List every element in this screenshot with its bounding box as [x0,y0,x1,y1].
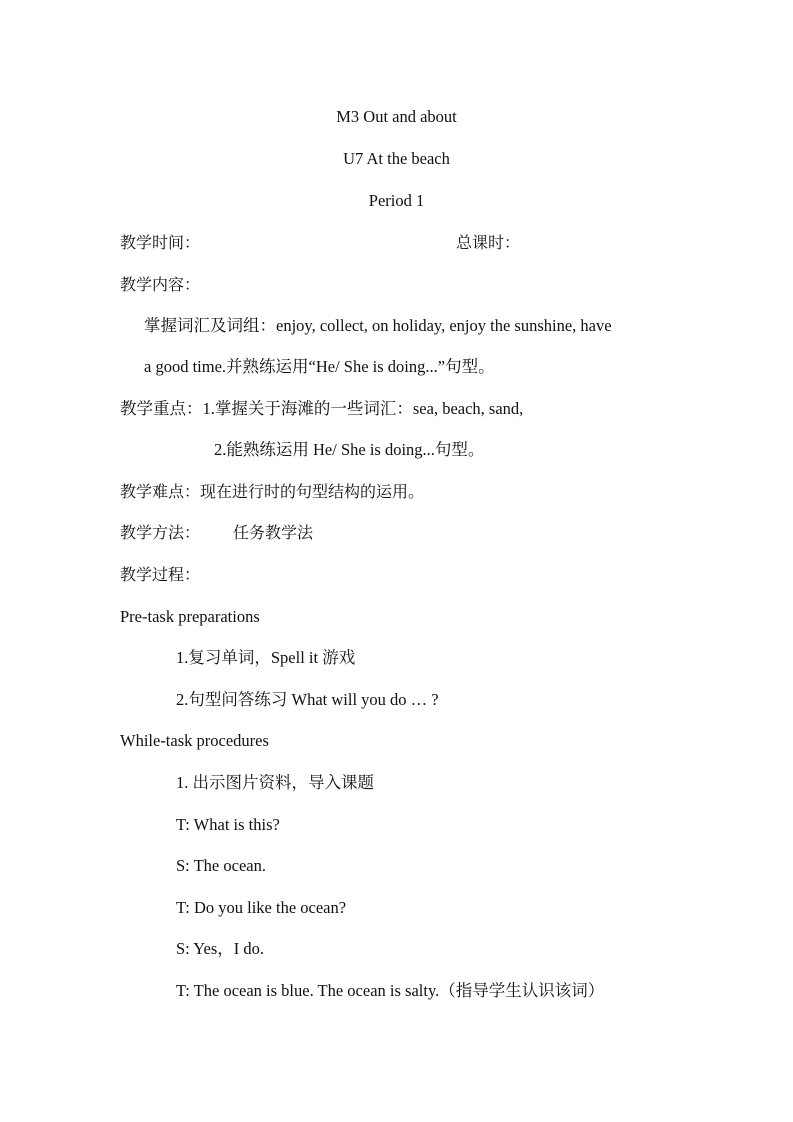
difficulty-line: 教学难点：现在进行时的句型结构的运用。 [120,482,425,501]
total-periods-label: 总课时： [456,233,521,252]
dialogue-line: S: Yes，I do. [176,939,265,958]
dialogue-line: T: Do you like the ocean? [176,898,347,917]
unit-title: U7 At the beach [343,149,450,168]
process-label: 教学过程： [120,565,201,584]
content-line-2: a good time.并熟练运用“He/ She is doing...”句型。 [144,357,495,376]
pre-task-item-1: 1.复习单词，Spell it 游戏 [176,648,356,667]
dialogue-line: T: What is this? [176,815,280,834]
while-task-heading: While-task procedures [120,731,269,750]
pre-task-heading: Pre-task preparations [120,607,260,626]
key-points-line-2: 2.能熟练运用 He/ She is doing...句型。 [214,440,485,459]
content-line-1: 掌握词汇及词组：enjoy, collect, on holiday, enjoy the sunshine, have [144,316,612,335]
module-title: M3 Out and about [336,107,457,126]
method-label: 教学方法： [120,523,201,542]
pre-task-item-2: 2.句型问答练习 What will you do … ? [176,690,439,709]
dialogue-line: S: The ocean. [176,856,266,875]
period-label: Period 1 [368,191,425,210]
method-value: 任务教学法 [233,523,314,542]
content-label: 教学内容： [120,275,201,294]
while-task-step-1: 1. 出示图片资料，导入课题 [176,773,374,792]
key-points-line-1: 教学重点：1.掌握关于海滩的一些词汇：sea, beach, sand, [120,399,524,418]
dialogue-line: T: The ocean is blue. The ocean is salty.（指导学生认识该词） [176,981,605,1000]
teaching-time-label: 教学时间： [120,233,201,252]
